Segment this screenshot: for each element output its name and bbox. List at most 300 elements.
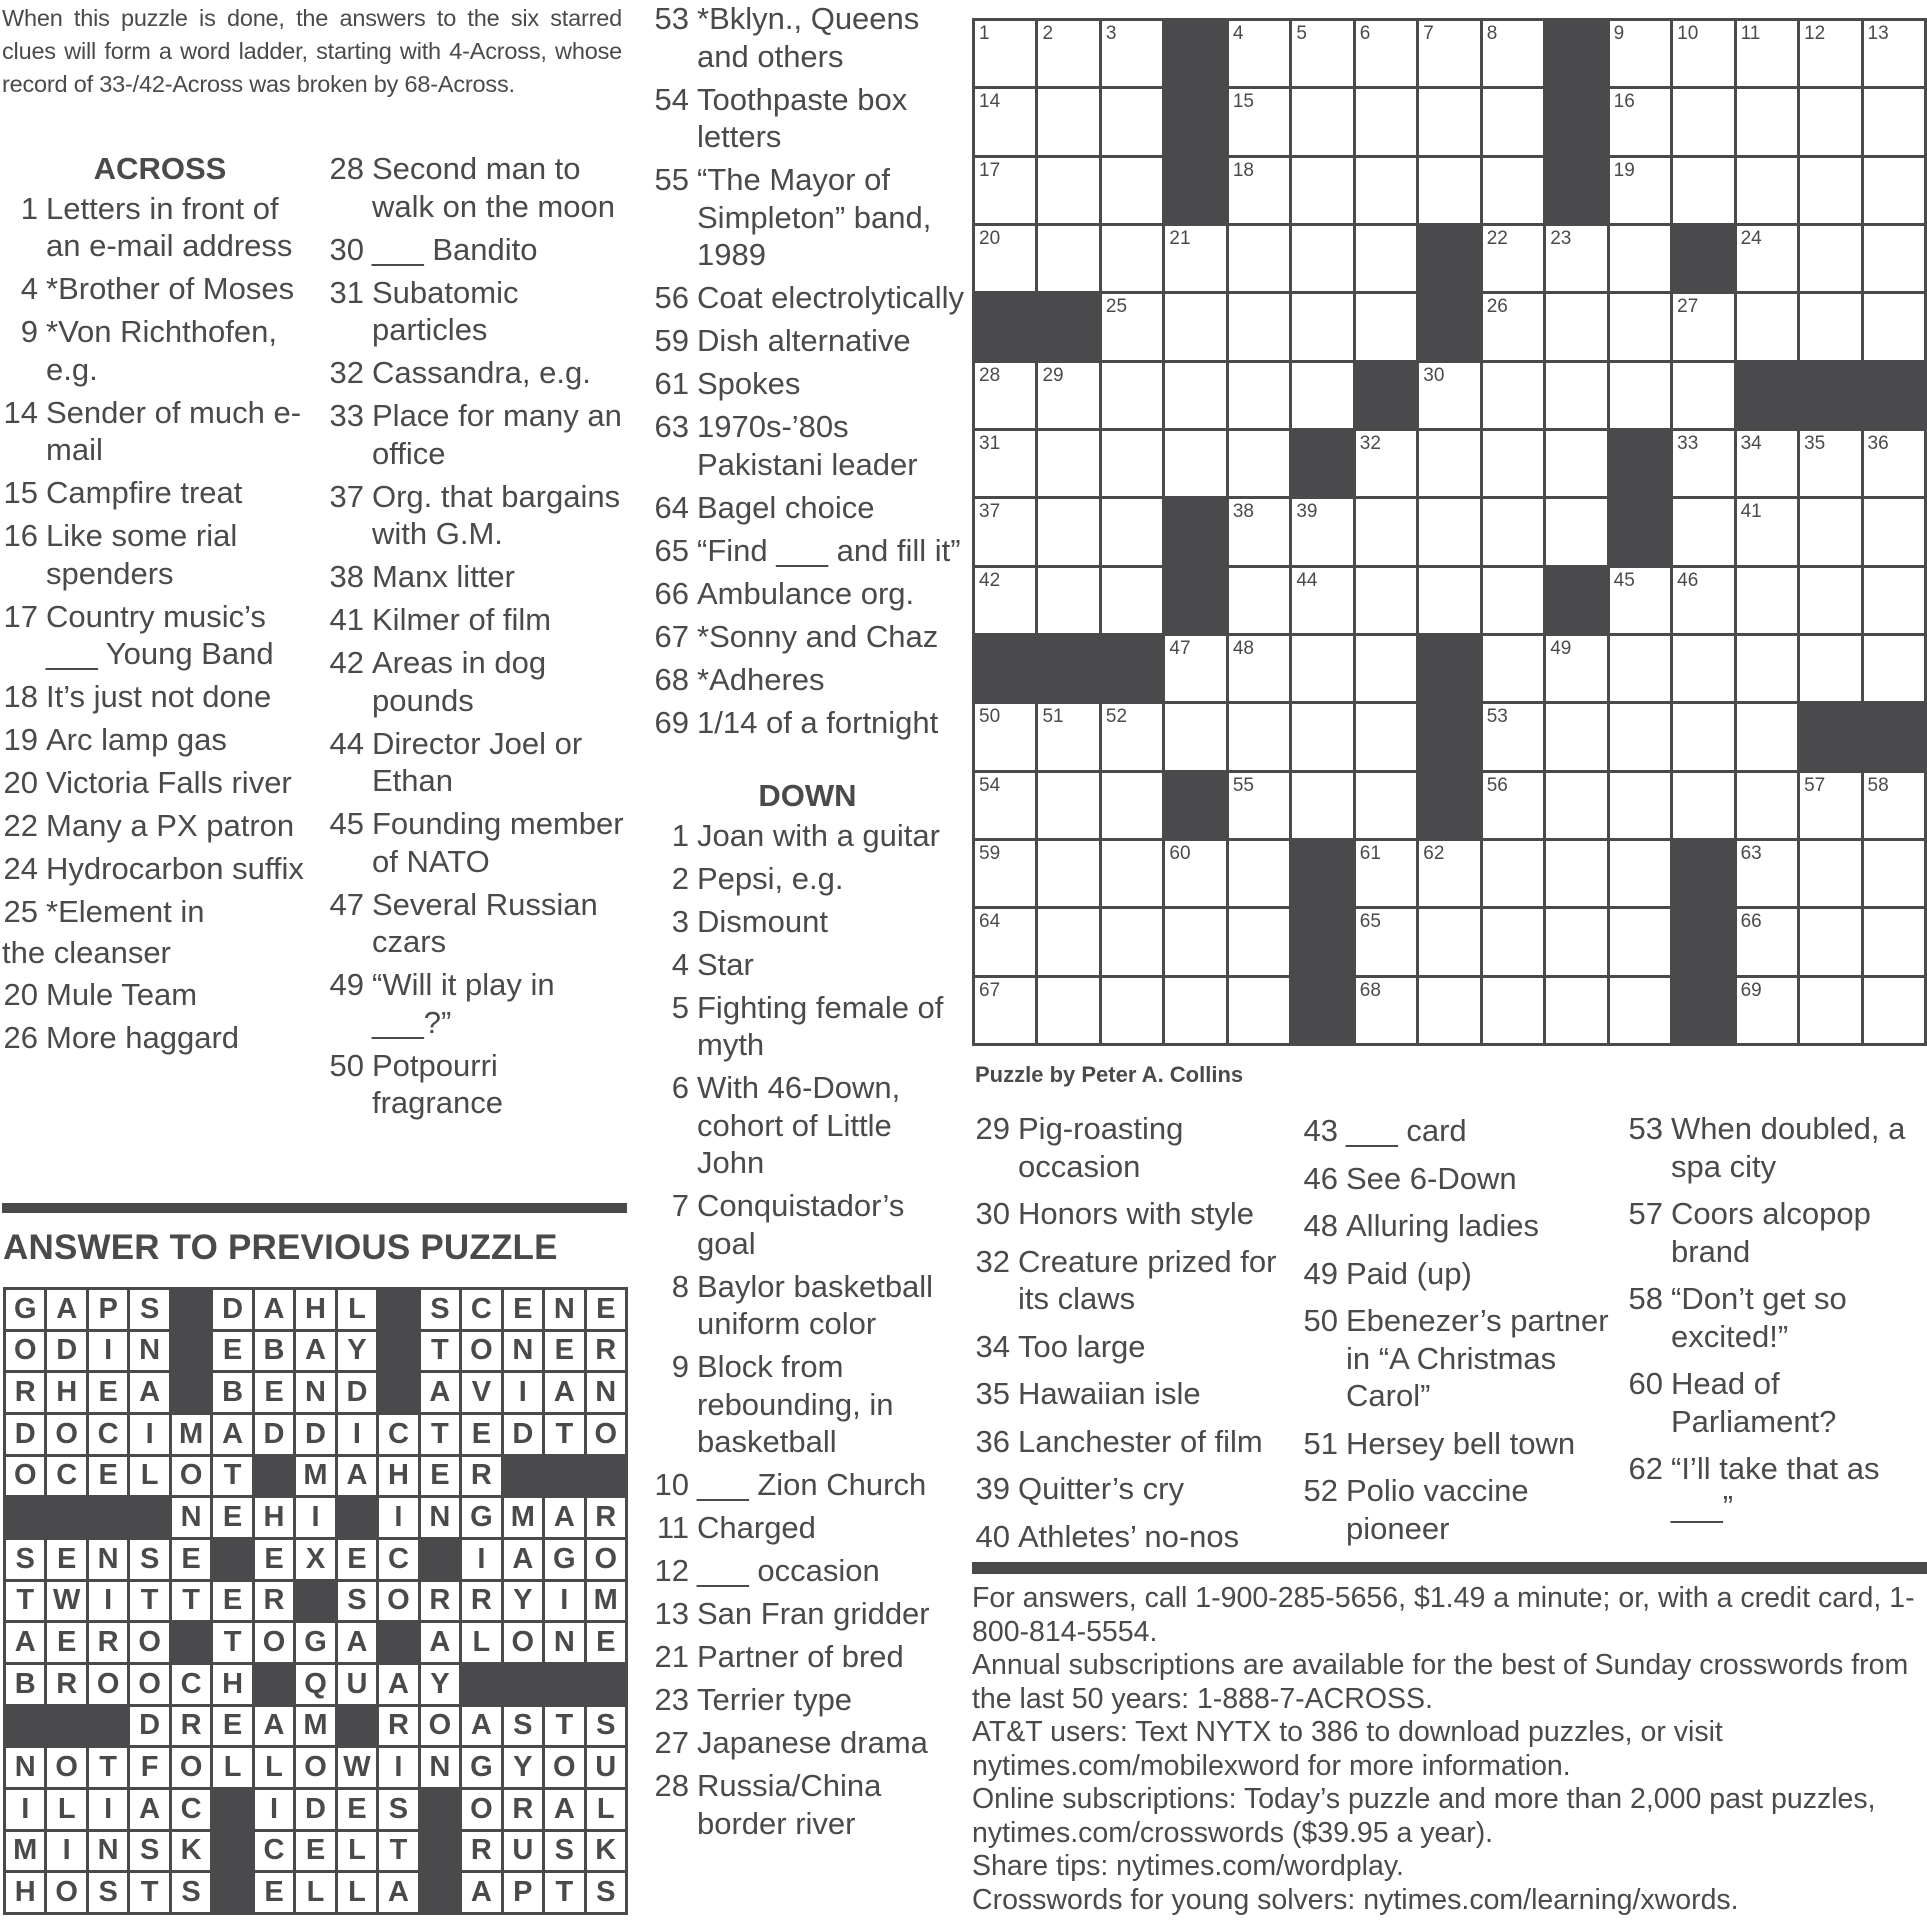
grid-block (1673, 226, 1733, 291)
grid-cell[interactable] (975, 363, 1035, 428)
clue-text: Athletes’ no-nos (1018, 1518, 1240, 1554)
grid-cell[interactable] (1165, 226, 1225, 291)
grid-cell[interactable] (1356, 158, 1416, 223)
grid-cell[interactable] (1038, 909, 1098, 974)
cell-number: 26 (1486, 296, 1508, 318)
cell-number: 16 (1613, 91, 1635, 113)
grid-cell[interactable] (1483, 568, 1543, 633)
grid-cell[interactable] (1864, 568, 1924, 633)
grid-block (1610, 499, 1670, 564)
grid-cell[interactable] (1737, 158, 1797, 223)
grid-cell[interactable] (1483, 431, 1543, 496)
grid-cell[interactable] (1864, 841, 1924, 906)
clue-text: ___ card (1346, 1113, 1467, 1148)
grid-cell[interactable] (1165, 704, 1225, 769)
grid-cell[interactable] (1800, 978, 1860, 1043)
grid-cell[interactable] (1229, 636, 1289, 701)
answer-letter: L (130, 1457, 168, 1496)
grid-cell[interactable] (975, 909, 1035, 974)
answer-letter: A (421, 1373, 459, 1412)
grid-cell[interactable] (1102, 363, 1162, 428)
grid-cell[interactable] (1356, 431, 1416, 496)
grid-cell[interactable] (1292, 226, 1352, 291)
across-clues-column-1 (0, 150, 320, 1062)
grid-cell[interactable] (1229, 226, 1289, 291)
answer-letter: L (213, 1748, 251, 1787)
grid-cell[interactable] (1356, 773, 1416, 838)
grid-cell[interactable] (1356, 89, 1416, 154)
grid-cell[interactable] (1483, 499, 1543, 564)
grid-cell[interactable] (1737, 294, 1797, 359)
grid-cell[interactable] (1102, 841, 1162, 906)
grid-cell[interactable] (1292, 636, 1352, 701)
clue-number: 13 (654, 1596, 689, 1631)
grid-cell[interactable] (1737, 841, 1797, 906)
grid-cell[interactable] (1419, 431, 1479, 496)
clue-item (650, 1069, 965, 1182)
grid-cell[interactable] (1737, 226, 1797, 291)
grid-cell[interactable] (1610, 294, 1670, 359)
answer-letter: N (130, 1332, 168, 1371)
grid-cell[interactable] (1673, 431, 1733, 496)
clue-text: Too large (1018, 1328, 1146, 1364)
clue-number: 9 (671, 1349, 689, 1384)
answer-letter: U (504, 1832, 542, 1871)
grid-cell[interactable] (1419, 21, 1479, 86)
grid-cell[interactable] (1864, 89, 1924, 154)
grid-cell[interactable] (1546, 773, 1606, 838)
cell-number: 65 (1359, 911, 1381, 933)
clue-number: 2 (671, 860, 689, 896)
grid-cell[interactable] (1483, 704, 1543, 769)
grid-cell[interactable] (1800, 158, 1860, 223)
grid-cell[interactable] (1610, 773, 1670, 838)
grid-cell[interactable] (1102, 568, 1162, 633)
grid-cell[interactable] (975, 568, 1035, 633)
grid-cell[interactable] (1356, 21, 1416, 86)
grid-cell[interactable] (1229, 499, 1289, 564)
grid-cell[interactable] (1229, 294, 1289, 359)
grid-cell[interactable] (1102, 21, 1162, 86)
grid-cell[interactable] (1356, 841, 1416, 906)
grid-cell[interactable] (1737, 636, 1797, 701)
answer-letter: A (379, 1873, 417, 1912)
answer-letter: M (504, 1498, 542, 1537)
clue-text: Victoria Falls river (46, 765, 292, 800)
grid-cell[interactable] (1800, 568, 1860, 633)
grid-cell[interactable] (1292, 568, 1352, 633)
answer-block (255, 1665, 293, 1704)
grid-cell[interactable] (1102, 431, 1162, 496)
clue-number: 39 (975, 1471, 1010, 1506)
grid-cell[interactable] (1673, 773, 1733, 838)
grid-cell[interactable] (1419, 89, 1479, 154)
grid-cell[interactable] (1165, 909, 1225, 974)
clue-item (325, 231, 630, 269)
grid-cell[interactable] (1737, 909, 1797, 974)
cell-number: 45 (1613, 569, 1635, 591)
grid-cell[interactable] (1800, 636, 1860, 701)
grid-cell[interactable] (1800, 226, 1860, 291)
clue-number: 46 (1303, 1160, 1338, 1196)
across-heading: ACROSS (93, 151, 227, 186)
down-clues-column-2 (972, 1110, 1292, 1565)
answer-letter: A (213, 1415, 251, 1454)
grid-cell[interactable] (1229, 21, 1289, 86)
grid-cell[interactable] (1102, 704, 1162, 769)
grid-cell[interactable] (1864, 636, 1924, 701)
answer-letter: L (255, 1748, 293, 1787)
grid-cell[interactable] (1610, 704, 1670, 769)
clue-text: Kilmer of film (372, 602, 552, 637)
grid-cell[interactable] (975, 21, 1035, 86)
grid-cell[interactable] (1483, 363, 1543, 428)
cell-number: 20 (979, 228, 1001, 249)
clue-text: Potpourri fragrance (372, 1047, 503, 1120)
grid-cell[interactable] (1673, 363, 1733, 428)
clue-text: Second man to walk on the moon (372, 151, 615, 224)
grid-cell[interactable] (975, 89, 1035, 154)
grid-cell[interactable] (1038, 158, 1098, 223)
answer-letter: A (545, 1373, 583, 1412)
cell-number: 10 (1677, 23, 1699, 44)
clue-text: Hersey bell town (1346, 1425, 1576, 1461)
grid-cell[interactable] (1546, 909, 1606, 974)
grid-cell[interactable] (1102, 978, 1162, 1043)
grid-cell[interactable] (1229, 89, 1289, 154)
grid-cell[interactable] (1737, 89, 1797, 154)
grid-cell[interactable] (1610, 363, 1670, 428)
grid-cell[interactable] (1800, 89, 1860, 154)
clue-item (650, 1187, 965, 1262)
grid-cell[interactable] (1800, 773, 1860, 838)
grid-cell[interactable] (1483, 21, 1543, 86)
clue-text: “Don’t get so excited!” (1671, 1281, 1847, 1354)
grid-cell[interactable] (1419, 909, 1479, 974)
grid-cell[interactable] (1165, 363, 1225, 428)
answer-letter: P (89, 1290, 127, 1329)
cell-number: 49 (1550, 638, 1572, 659)
grid-cell[interactable] (975, 499, 1035, 564)
grid-cell[interactable] (1673, 158, 1733, 223)
clue-text: Creature prized for its claws (1018, 1243, 1277, 1316)
grid-cell[interactable] (1737, 21, 1797, 86)
grid-block (1546, 89, 1606, 154)
grid-cell[interactable] (1038, 704, 1098, 769)
grid-cell[interactable] (1356, 568, 1416, 633)
grid-cell[interactable] (1038, 841, 1098, 906)
clue-text: Honors with style (1018, 1196, 1255, 1231)
grid-cell[interactable] (1102, 89, 1162, 154)
grid-cell[interactable] (1546, 704, 1606, 769)
grid-cell[interactable] (1864, 294, 1924, 359)
grid-cell[interactable] (975, 978, 1035, 1043)
grid-cell[interactable] (1356, 499, 1416, 564)
clue-item (1300, 1425, 1620, 1463)
answer-letter: T (6, 1582, 44, 1621)
grid-cell[interactable] (1102, 158, 1162, 223)
answer-block (213, 1832, 251, 1871)
grid-cell[interactable] (1546, 978, 1606, 1043)
grid-cell[interactable] (1483, 636, 1543, 701)
answer-letter: O (504, 1623, 542, 1662)
grid-block (1673, 978, 1733, 1043)
grid-cell[interactable] (1038, 226, 1098, 291)
grid-cell[interactable] (1165, 978, 1225, 1043)
clue-item (650, 161, 965, 274)
grid-cell[interactable] (1546, 636, 1606, 701)
clue-number: 47 (329, 886, 364, 922)
clue-number: 21 (654, 1639, 689, 1674)
grid-cell[interactable] (1673, 499, 1733, 564)
answer-letter: O (130, 1665, 168, 1704)
clue-text: Arc lamp gas (46, 722, 227, 757)
grid-cell[interactable] (975, 841, 1035, 906)
grid-cell[interactable] (1800, 841, 1860, 906)
grid-cell[interactable] (1165, 841, 1225, 906)
grid-cell[interactable] (1229, 363, 1289, 428)
across-down-clues-column-3 (650, 0, 965, 1848)
grid-cell[interactable] (1737, 978, 1797, 1043)
clue-number: 51 (1303, 1425, 1338, 1461)
answer-letter: M (296, 1707, 334, 1746)
grid-cell[interactable] (1165, 294, 1225, 359)
grid-cell[interactable] (1483, 158, 1543, 223)
answer-letter: L (338, 1873, 376, 1912)
answer-letter: O (379, 1582, 417, 1621)
clue-number: 40 (975, 1518, 1010, 1554)
grid-cell[interactable] (1356, 294, 1416, 359)
grid-cell[interactable] (1610, 978, 1670, 1043)
grid-cell[interactable] (1546, 363, 1606, 428)
grid-cell[interactable] (1229, 158, 1289, 223)
answer-letter: E (587, 1290, 625, 1329)
grid-cell[interactable] (1038, 431, 1098, 496)
grid-cell[interactable] (1737, 431, 1797, 496)
grid-cell[interactable] (1610, 21, 1670, 86)
grid-cell[interactable] (1673, 568, 1733, 633)
grid-cell[interactable] (1356, 909, 1416, 974)
clue-item (0, 517, 320, 592)
grid-cell[interactable] (1356, 978, 1416, 1043)
grid-cell[interactable] (1483, 89, 1543, 154)
grid-cell[interactable] (1419, 568, 1479, 633)
section-divider (2, 1203, 627, 1213)
clue-item (325, 805, 630, 880)
grid-cell[interactable] (1864, 773, 1924, 838)
grid-cell[interactable] (1864, 21, 1924, 86)
grid-cell[interactable] (1229, 841, 1289, 906)
grid-cell[interactable] (1864, 978, 1924, 1043)
grid-cell[interactable] (1419, 978, 1479, 1043)
grid-cell[interactable] (1610, 158, 1670, 223)
grid-cell[interactable] (1610, 636, 1670, 701)
clue-number: 10 (654, 1467, 689, 1502)
answer-letter: W (47, 1582, 85, 1621)
grid-cell[interactable] (1165, 431, 1225, 496)
clue-text: *Bklyn., Queens and others (697, 1, 920, 74)
grid-cell[interactable] (1483, 294, 1543, 359)
clue-text: Pepsi, e.g. (697, 860, 844, 896)
grid-cell[interactable] (1038, 499, 1098, 564)
grid-block (1546, 568, 1606, 633)
answer-block (172, 1623, 210, 1662)
answer-block (213, 1540, 251, 1579)
grid-cell[interactable] (1673, 294, 1733, 359)
grid-cell[interactable] (1038, 773, 1098, 838)
grid-cell[interactable] (1229, 773, 1289, 838)
grid-cell[interactable] (1038, 568, 1098, 633)
answer-letter: L (587, 1790, 625, 1829)
grid-cell[interactable] (1673, 89, 1733, 154)
answer-letter: S (130, 1540, 168, 1579)
grid-cell[interactable] (1102, 909, 1162, 974)
grid-cell[interactable] (1038, 363, 1098, 428)
grid-cell[interactable] (1864, 431, 1924, 496)
grid-cell[interactable] (1292, 89, 1352, 154)
cell-number: 60 (1169, 843, 1191, 864)
grid-cell[interactable] (1610, 841, 1670, 906)
answer-letter: I (47, 1832, 85, 1871)
grid-cell[interactable] (1419, 841, 1479, 906)
footer-line: Crosswords for young solvers: nytimes.com/learning/xwords. (972, 1883, 1739, 1916)
clue-number: 60 (1628, 1366, 1663, 1401)
clue-text: Star (697, 946, 754, 982)
answer-letter: H (255, 1498, 293, 1537)
grid-cell[interactable] (1737, 568, 1797, 633)
answer-letter: E (213, 1498, 251, 1537)
grid-cell[interactable] (1356, 636, 1416, 701)
grid-cell[interactable] (1292, 363, 1352, 428)
grid-cell[interactable] (1229, 978, 1289, 1043)
grid-cell[interactable] (1546, 294, 1606, 359)
grid-cell[interactable] (1800, 499, 1860, 564)
grid-cell[interactable] (1038, 978, 1098, 1043)
grid-cell[interactable] (1229, 704, 1289, 769)
grid-cell[interactable] (1229, 568, 1289, 633)
answer-letter: O (296, 1748, 334, 1787)
answer-letter: N (296, 1373, 334, 1412)
grid-cell[interactable] (1356, 226, 1416, 291)
grid-cell[interactable] (1673, 636, 1733, 701)
grid-cell[interactable] (975, 226, 1035, 291)
answer-letter: D (504, 1415, 542, 1454)
grid-cell[interactable] (1102, 294, 1162, 359)
grid-cell[interactable] (975, 704, 1035, 769)
grid-cell[interactable] (1864, 158, 1924, 223)
clue-text: It’s just not done (46, 679, 272, 714)
grid-cell[interactable] (1864, 226, 1924, 291)
grid-cell[interactable] (1483, 909, 1543, 974)
grid-cell[interactable] (1673, 21, 1733, 86)
grid-cell[interactable] (1292, 294, 1352, 359)
cell-number: 34 (1740, 433, 1762, 454)
answer-letter: C (172, 1790, 210, 1829)
grid-cell[interactable] (1292, 773, 1352, 838)
grid-cell[interactable] (1292, 158, 1352, 223)
grid-cell[interactable] (1229, 909, 1289, 974)
grid-cell[interactable] (1483, 978, 1543, 1043)
grid-cell[interactable] (1800, 294, 1860, 359)
grid-cell[interactable] (1419, 363, 1479, 428)
crossword-grid[interactable] (972, 18, 1927, 1046)
clue-number: 65 (654, 532, 689, 568)
grid-cell[interactable] (1229, 431, 1289, 496)
cell-number: 48 (1232, 638, 1254, 659)
grid-cell[interactable] (1546, 431, 1606, 496)
answer-letter: O (130, 1623, 168, 1662)
grid-cell[interactable] (1610, 89, 1670, 154)
grid-cell[interactable] (1864, 499, 1924, 564)
grid-cell[interactable] (1483, 841, 1543, 906)
grid-cell[interactable] (1546, 841, 1606, 906)
clue-number: 43 (1303, 1113, 1338, 1148)
grid-cell[interactable] (1864, 909, 1924, 974)
clue-item (1300, 1207, 1620, 1245)
grid-cell[interactable] (1102, 499, 1162, 564)
answer-block (172, 1373, 210, 1412)
grid-cell[interactable] (1483, 773, 1543, 838)
cell-number: 40 (1613, 501, 1635, 523)
grid-cell[interactable] (1292, 704, 1352, 769)
grid-cell[interactable] (1165, 636, 1225, 701)
cell-number: 14 (979, 91, 1001, 113)
grid-cell[interactable] (1800, 431, 1860, 496)
grid-cell[interactable] (1102, 226, 1162, 291)
grid-cell[interactable] (1038, 89, 1098, 154)
grid-cell[interactable] (1546, 499, 1606, 564)
grid-cell[interactable] (1102, 773, 1162, 838)
grid-cell[interactable] (1737, 499, 1797, 564)
grid-cell[interactable] (1800, 909, 1860, 974)
grid-cell[interactable] (1419, 158, 1479, 223)
answer-letter: H (47, 1373, 85, 1412)
clue-text: Baylor basketball uniform color (697, 1268, 934, 1341)
grid-cell[interactable] (1356, 704, 1416, 769)
grid-cell[interactable] (1610, 909, 1670, 974)
grid-cell[interactable] (1610, 568, 1670, 633)
answer-letter: O (255, 1623, 293, 1662)
cell-number: 43 (1169, 569, 1191, 591)
answer-letter: D (255, 1415, 293, 1454)
grid-cell[interactable] (1292, 499, 1352, 564)
clue-number: 19 (3, 722, 38, 757)
grid-cell[interactable] (1610, 226, 1670, 291)
clue-number: 33 (329, 398, 364, 433)
grid-cell[interactable] (975, 158, 1035, 223)
answer-letter: A (255, 1707, 293, 1746)
cell-number: 11 (1740, 23, 1761, 44)
clue-text: Conquistador’s goal (697, 1188, 905, 1261)
grid-cell[interactable] (1483, 226, 1543, 291)
grid-cell[interactable] (1292, 21, 1352, 86)
previous-answer-grid (3, 1287, 628, 1915)
grid-cell[interactable] (1546, 226, 1606, 291)
grid-cell[interactable] (975, 431, 1035, 496)
grid-cell[interactable] (1673, 704, 1733, 769)
answer-letter: O (587, 1540, 625, 1579)
grid-cell[interactable] (1737, 773, 1797, 838)
grid-cell[interactable] (1800, 21, 1860, 86)
answer-letter: N (421, 1498, 459, 1537)
grid-cell[interactable] (1419, 499, 1479, 564)
grid-cell[interactable] (1038, 21, 1098, 86)
grid-cell[interactable] (975, 773, 1035, 838)
grid-cell[interactable] (1737, 704, 1797, 769)
answer-letter: I (255, 1790, 293, 1829)
clue-item (650, 1466, 965, 1504)
clue-item (1300, 1112, 1620, 1150)
